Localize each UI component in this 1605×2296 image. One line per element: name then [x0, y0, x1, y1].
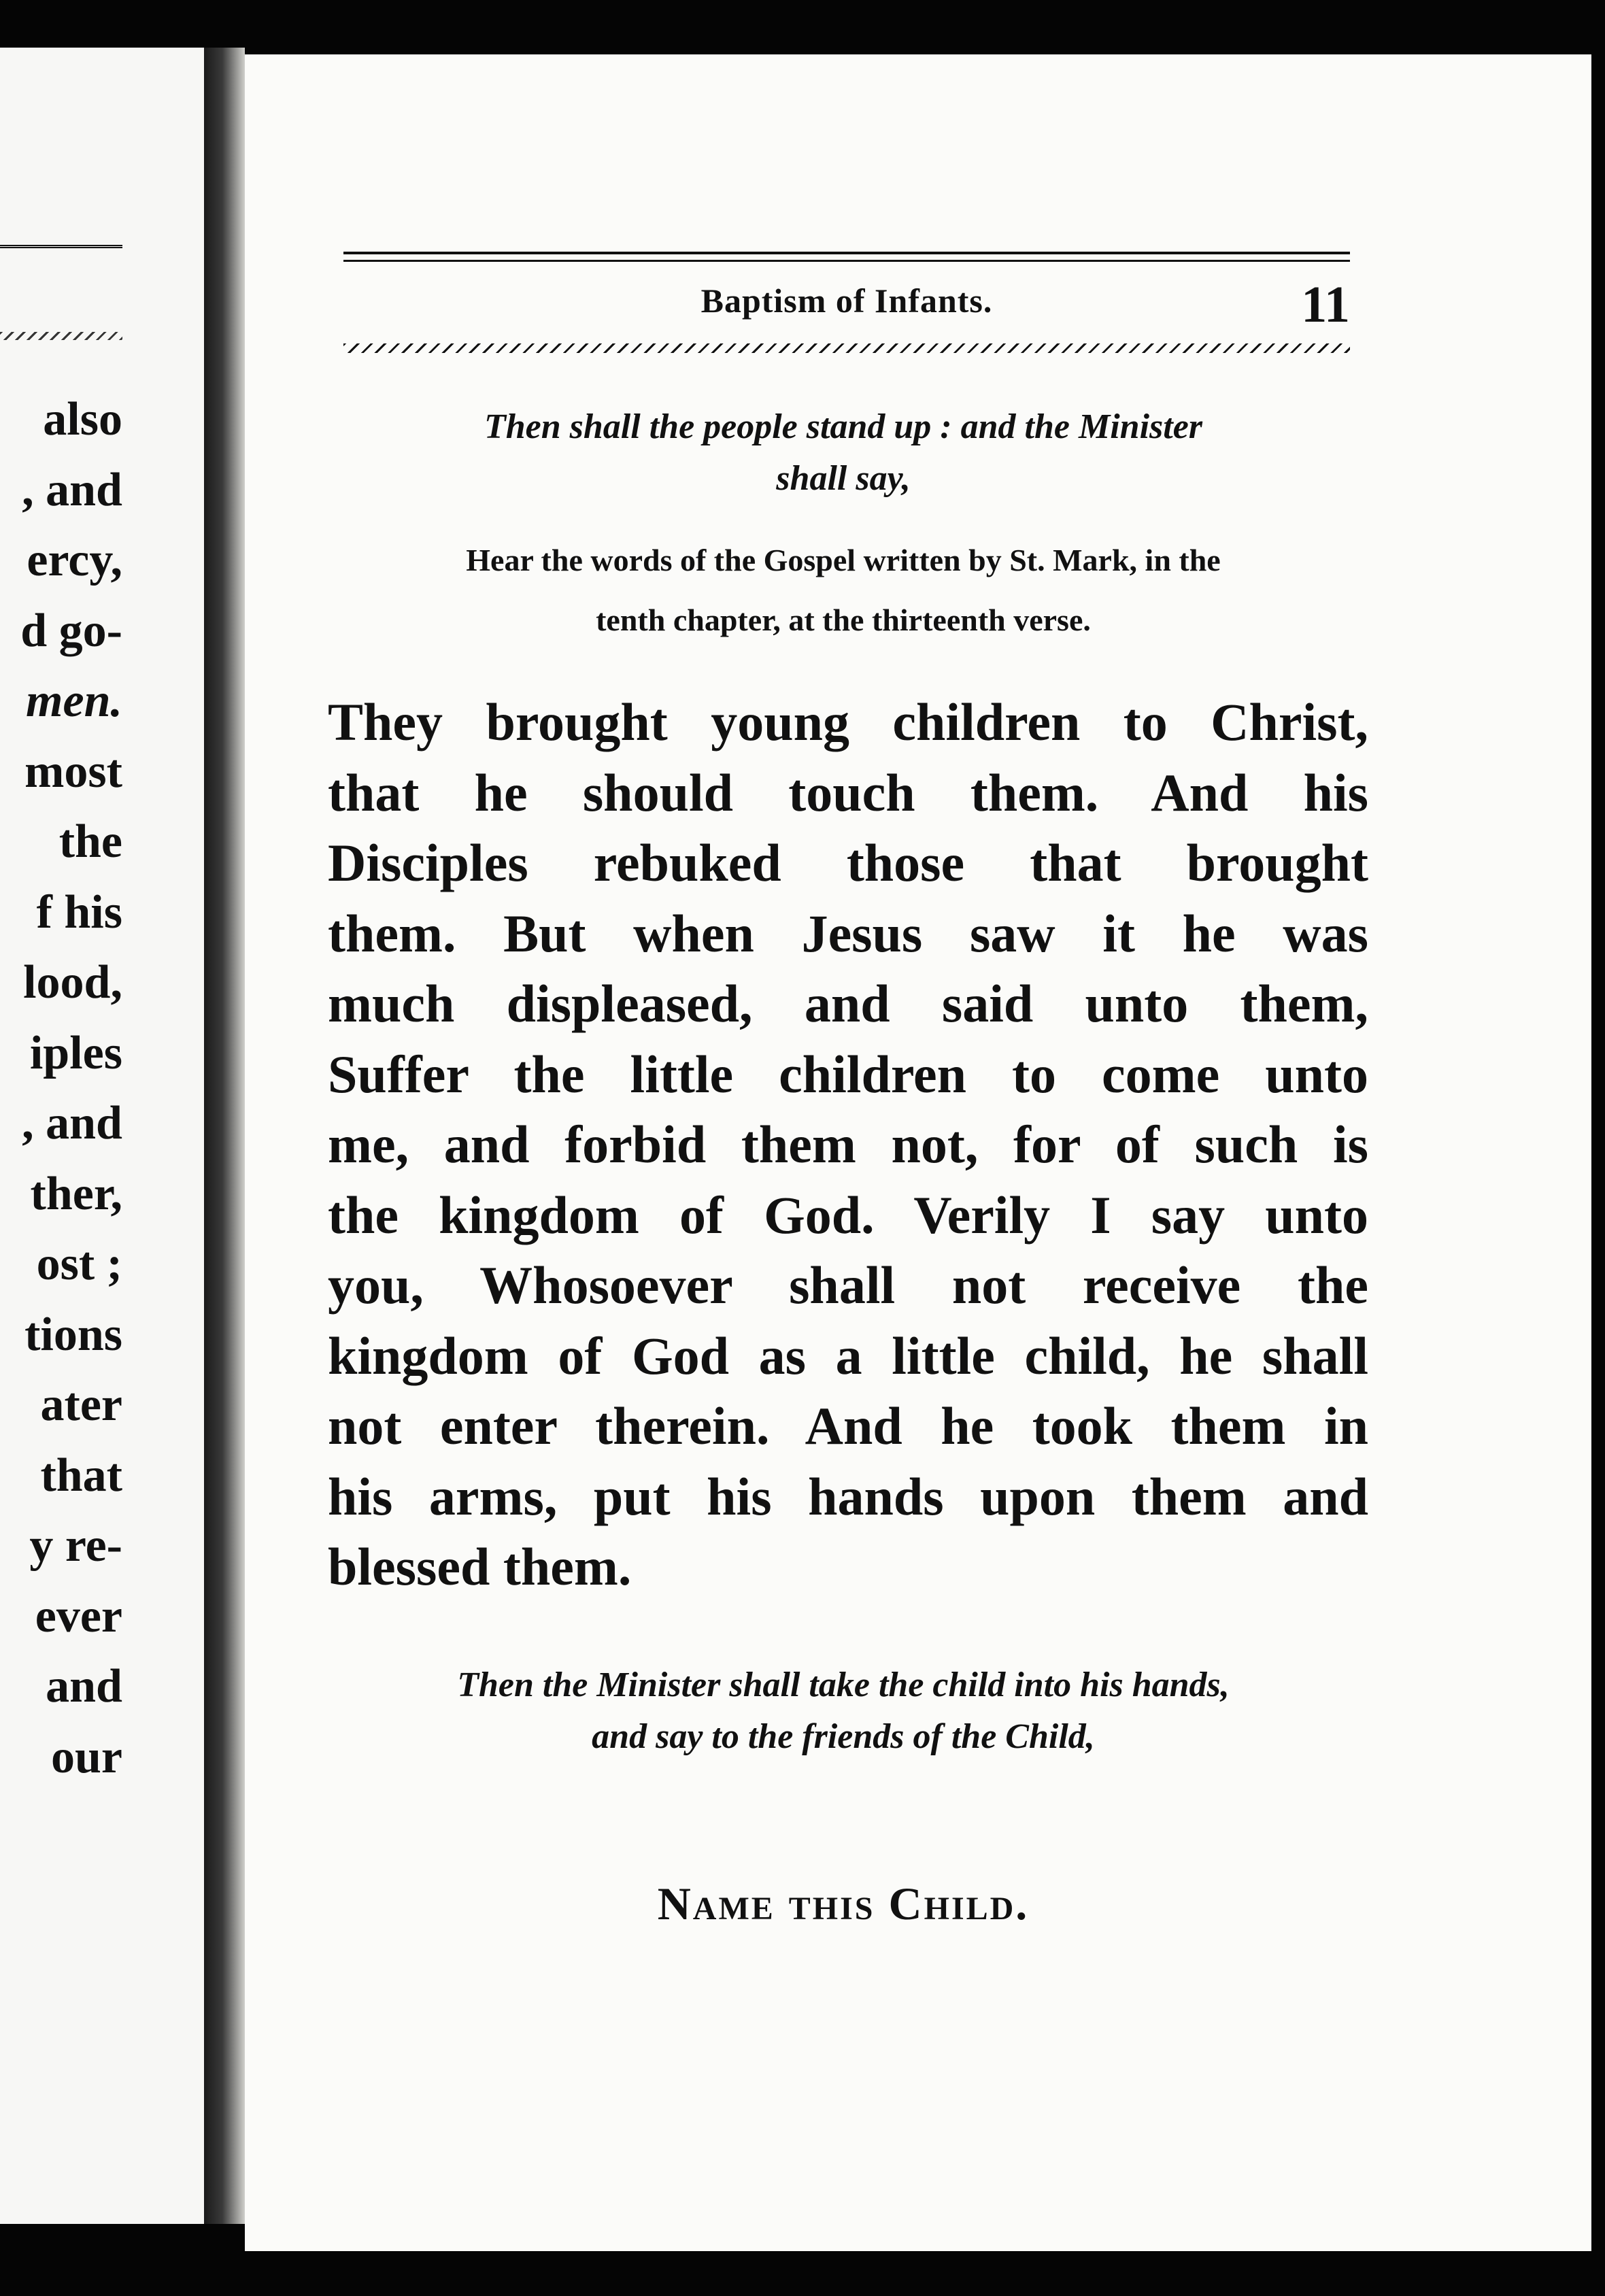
rubric-line: and say to the friends of the Child,	[592, 1717, 1095, 1756]
left-page-line-end: ater	[40, 1379, 122, 1431]
left-page-line-end: and	[46, 1660, 122, 1712]
name-this-child-heading	[320, 1877, 1367, 1931]
running-header	[343, 252, 1350, 353]
left-page-line-end: y re-	[29, 1519, 122, 1572]
left-page-line-end: iples	[29, 1026, 122, 1079]
book-spine-shadow	[204, 48, 245, 2224]
gospel-line: blessed them.	[328, 1537, 632, 1596]
gospel-line: Suffer the little children to come unto	[328, 1044, 1368, 1104]
left-page-line-end: ever	[35, 1589, 122, 1642]
left-page-line-end: also	[43, 393, 122, 445]
gospel-line: his arms, put his hands upon them and	[328, 1466, 1368, 1526]
gospel-line: kingdom of God as a little child, he shall	[328, 1326, 1368, 1385]
rubric-line: Then shall the people stand up : and the Minister	[484, 407, 1203, 446]
gospel-line: much displeased, and said unto them,	[328, 974, 1368, 1033]
gospel-line: the kingdom of God. Verily I say unto	[328, 1185, 1368, 1245]
rubric-line: Then the Minister shall take the child into his hands,	[457, 1666, 1230, 1704]
lesson-intro-line: Hear the words of the Gospel written by St. Mark, in the	[466, 543, 1221, 577]
left-page-line-end: ost ;	[36, 1238, 122, 1290]
lesson-intro-line: tenth chapter, at the thirteenth verse.	[596, 603, 1091, 637]
name-heading-text: Name this Child.	[657, 1878, 1030, 1929]
left-page-line-end: our	[51, 1730, 122, 1783]
left-page-line-end: that	[40, 1449, 122, 1502]
left-page-line-ends	[0, 384, 122, 1792]
left-page-line-end: , and	[22, 463, 122, 516]
rubric-name-child	[320, 1659, 1367, 1763]
left-header-rule	[0, 245, 122, 248]
gospel-line: not enter therein. And he took them in	[328, 1396, 1368, 1455]
gospel-line: me, and forbid them not, for of such is	[328, 1115, 1368, 1174]
left-page-line-end: men.	[26, 675, 122, 727]
left-page-line-end: ther,	[30, 1167, 122, 1220]
page-number: 11	[1301, 276, 1350, 333]
left-page-line-end: f his	[36, 885, 122, 939]
left-page-line-end: tions	[24, 1308, 122, 1361]
header-double-rule	[343, 252, 1350, 262]
gospel-line: you, Whosoever shall not receive the	[328, 1255, 1368, 1315]
rubric-stand-up	[320, 401, 1367, 505]
rubric-line: shall say,	[776, 459, 911, 498]
left-page-line-end: , and	[22, 1097, 122, 1149]
gospel-reading	[328, 687, 1368, 1602]
left-wavy-rule	[0, 332, 122, 340]
gospel-line: They brought young children to Christ,	[328, 692, 1368, 752]
left-page-line-end: most	[24, 745, 122, 798]
page	[245, 54, 1591, 2251]
left-page-line-end: ercy,	[27, 534, 122, 586]
gospel-line: that he should touch them. And his	[328, 762, 1368, 822]
left-page-line-end: the	[58, 815, 122, 868]
header-wavy-rule	[343, 343, 1350, 353]
left-page-line-end: d go-	[20, 604, 122, 657]
gospel-line: Disciples rebuked those that brought	[328, 833, 1368, 892]
running-title: Baptism of Infants.	[700, 282, 993, 320]
left-page-line-end: lood,	[23, 956, 122, 1009]
gospel-line: them. But when Jesus saw it he was	[328, 903, 1368, 963]
lesson-introduction	[320, 530, 1367, 650]
previous-page-fragment	[0, 48, 207, 2224]
